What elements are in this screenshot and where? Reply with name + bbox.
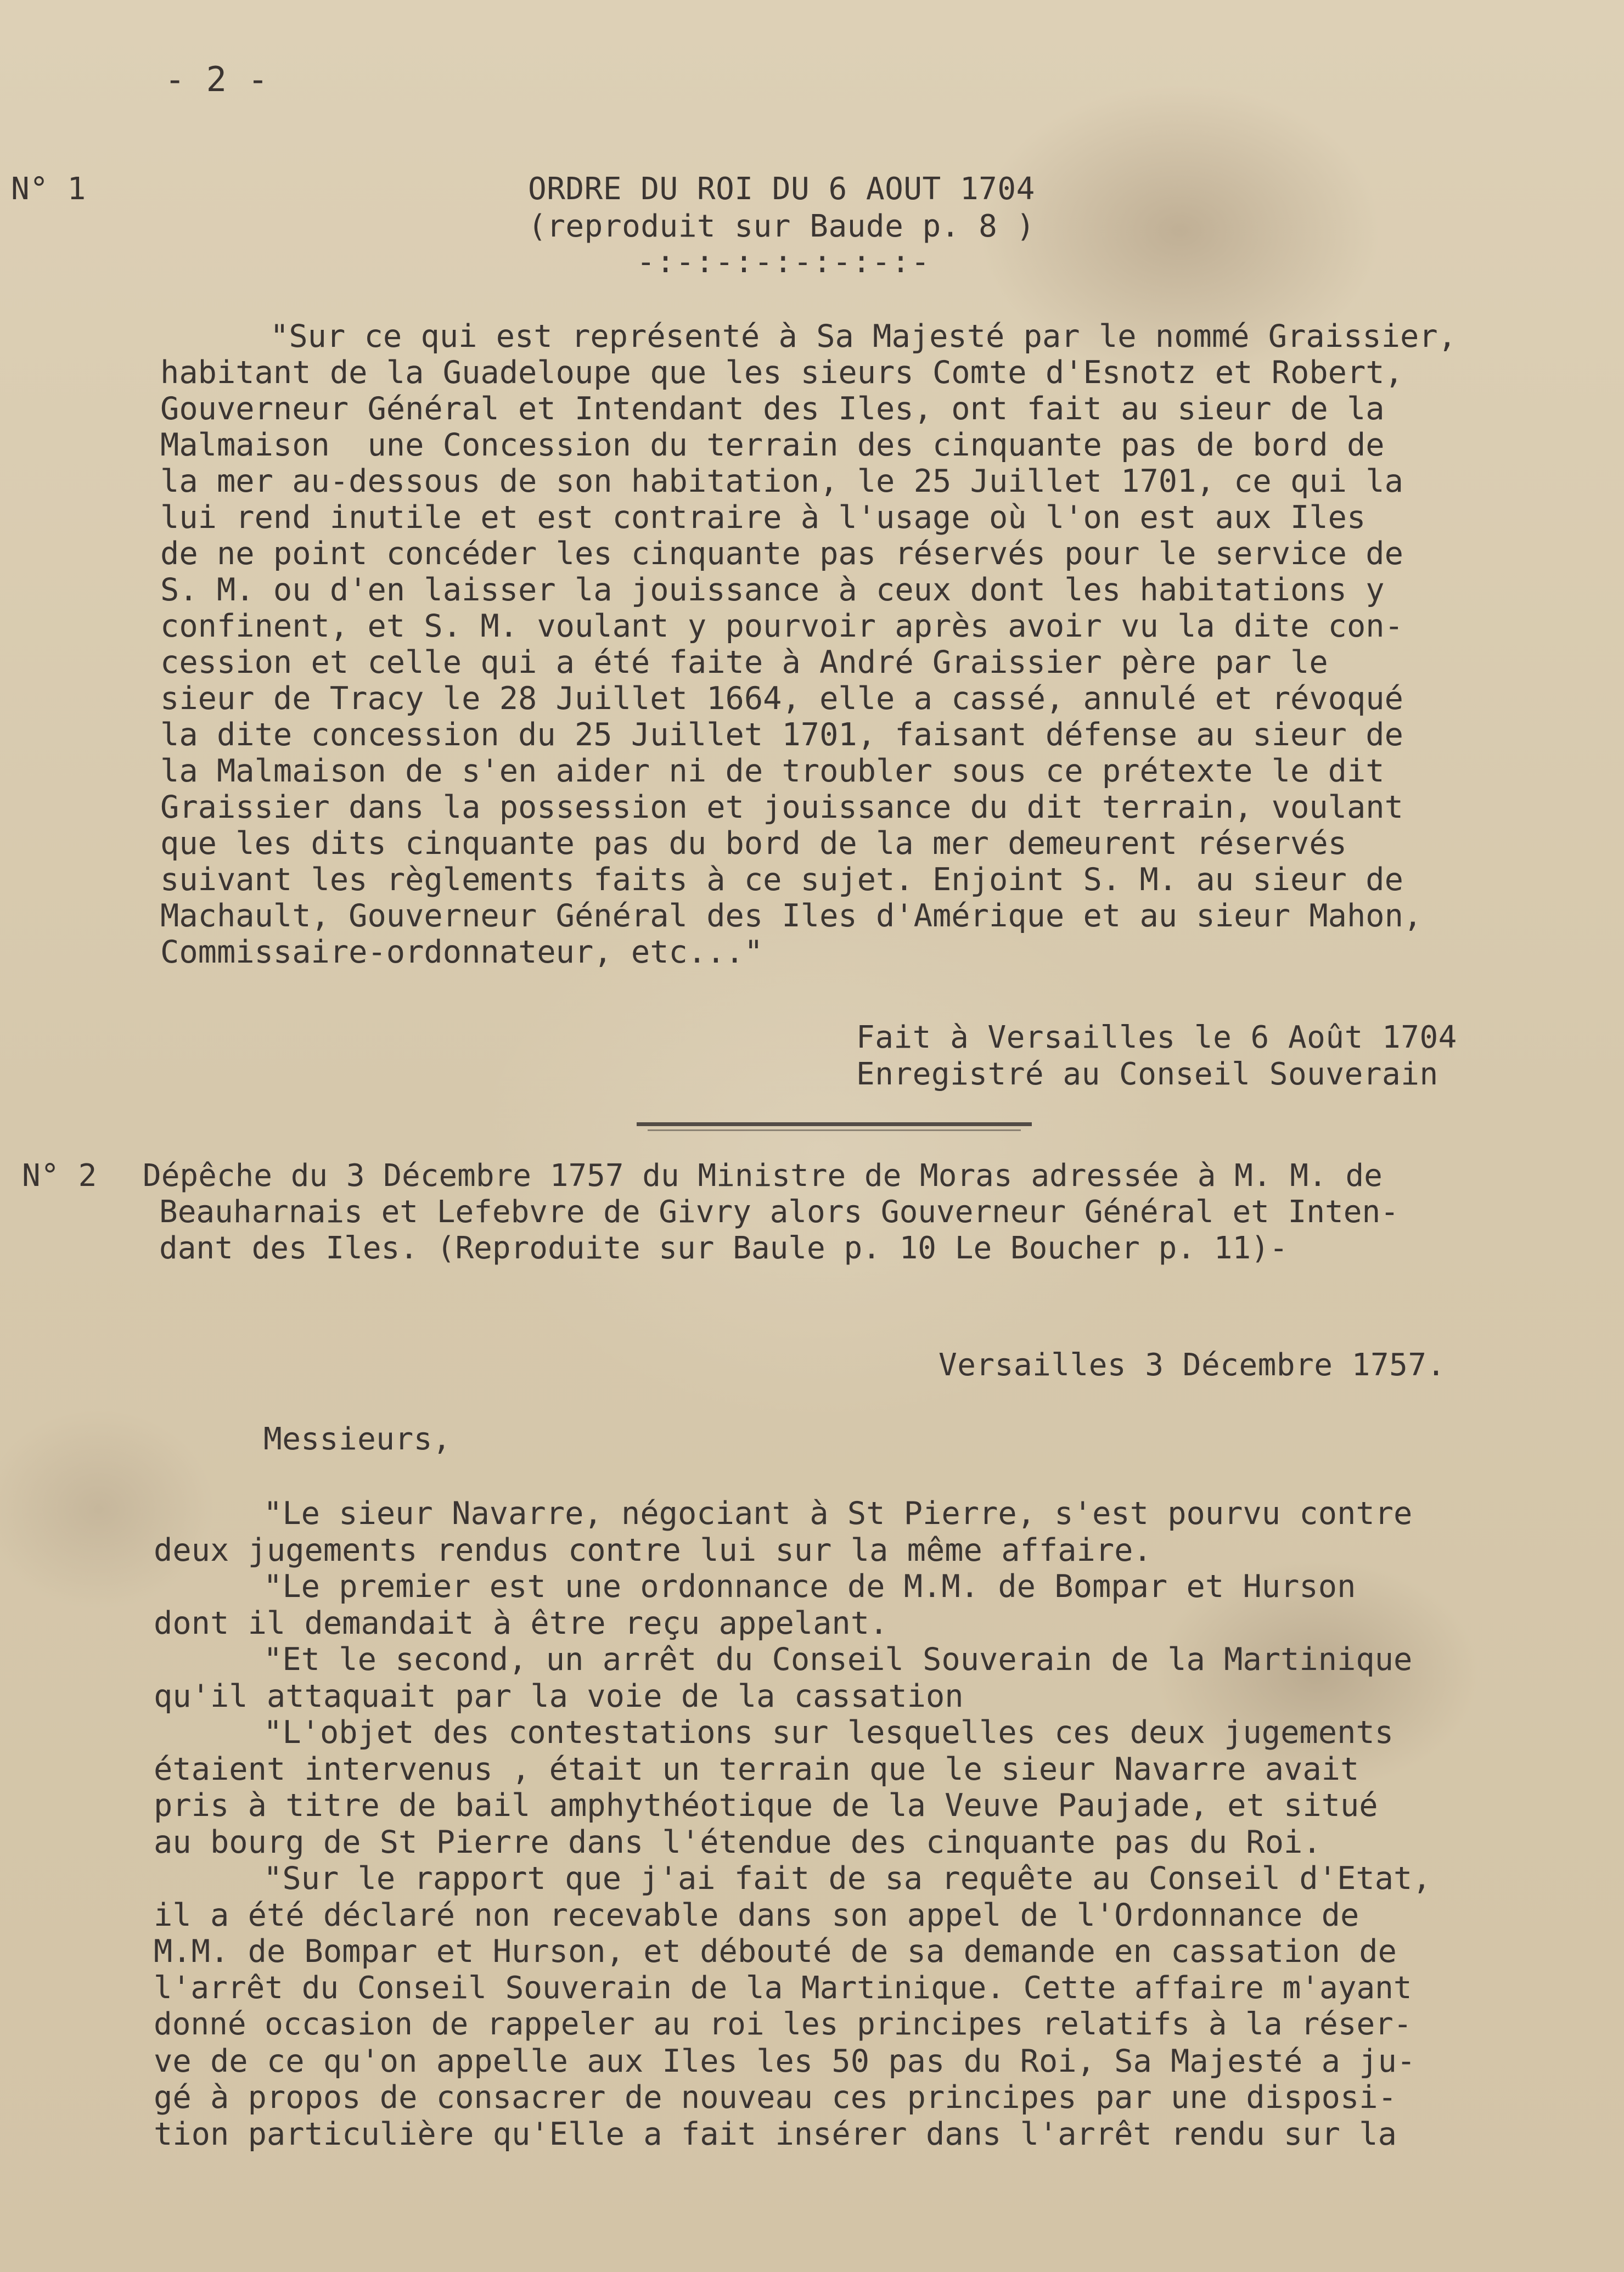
body-line: que les dits cinquante pas du bord de la mer demeurent réservés xyxy=(160,825,1347,862)
body-line: confinent, et S. M. voulant y pourvoir après avoir vu la dite con- xyxy=(160,608,1403,644)
body-line: la Malmaison de s'en aider ni de troubler sous ce prétexte le dit xyxy=(160,753,1385,789)
signature-place: Fait à Versailles le 6 Août 1704 xyxy=(856,1020,1457,1055)
body-line: il a été déclaré non recevable dans son appel de l'Ordonnance de xyxy=(154,1897,1359,1933)
body-line: "Sur ce qui est représenté à Sa Majesté par le nommé Graissier, xyxy=(270,318,1457,355)
body-line: suivant les règlements faits à ce sujet. Enjoint S. M. au sieur de xyxy=(160,862,1403,898)
section-2-number: N° 2 xyxy=(22,1158,97,1194)
body-line: cession et celle qui a été faite à André Graissier père par le xyxy=(160,644,1328,681)
body-line: Gouverneur Général et Intendant des Iles, ont fait au sieur de la xyxy=(160,391,1385,427)
section-2-heading xyxy=(143,1158,1399,1267)
body-line: lui rend inutile et est contraire à l'usage où l'on est aux Iles xyxy=(160,499,1366,536)
body-line: qu'il attaquait par la voie de la cassation xyxy=(154,1678,964,1714)
body-line: tion particulière qu'Elle a fait insérer dans l'arrêt rendu sur la xyxy=(154,2116,1397,2152)
body-line: l'arrêt du Conseil Souverain de la Martinique. Cette affaire m'ayant xyxy=(154,1970,1412,2006)
section-2-body xyxy=(154,1495,1431,2152)
body-line: habitant de la Guadeloupe que les sieurs Comte d'Esnotz et Robert, xyxy=(160,355,1403,391)
body-line: sieur de Tracy le 28 Juillet 1664, elle a cassé, annulé et révoqué xyxy=(160,681,1403,717)
salutation: Messieurs, xyxy=(263,1421,452,1457)
section-1-body xyxy=(160,318,1457,970)
body-line: gé à propos de consacrer de nouveau ces principes par une disposi- xyxy=(154,2079,1397,2116)
body-line: de ne point concéder les cinquante pas réservés pour le service de xyxy=(160,536,1403,572)
body-line: S. M. ou d'en laisser la jouissance à ceux dont les habitations y xyxy=(160,572,1385,608)
section-divider xyxy=(637,1122,1032,1126)
heading-line: dant des Iles. (Reproduite sur Baule p. 10 Le Boucher p. 11)- xyxy=(159,1230,1288,1266)
body-line: "L'objet des contestations sur lesquelles ces deux jugements xyxy=(263,1714,1394,1751)
section-1-title: ORDRE DU ROI DU 6 AOUT 1704 xyxy=(528,171,1035,207)
body-line: dont il demandait à être reçu appelant. xyxy=(154,1605,889,1641)
body-line: Graissier dans la possession et jouissance du dit terrain, voulant xyxy=(160,789,1403,825)
body-line: donné occasion de rappeler au roi les principes relatifs à la réser- xyxy=(154,2006,1412,2042)
body-line: "Le premier est une ordonnance de M.M. de Bompar et Hurson xyxy=(263,1568,1356,1605)
section-1-subtitle: (reproduit sur Baude p. 8 ) xyxy=(528,209,1035,244)
dateline: Versailles 3 Décembre 1757. xyxy=(939,1347,1446,1383)
body-line: Malmaison une Concession du terrain des cinquante pas de bord de xyxy=(160,427,1385,463)
body-line: "Sur le rapport que j'ai fait de sa requête au Conseil d'Etat, xyxy=(263,1860,1431,1897)
body-line: deux jugements rendus contre lui sur la même affaire. xyxy=(154,1532,1152,1568)
body-line: M.M. de Bompar et Hurson, et débouté de sa demande en cassation de xyxy=(154,1933,1397,1970)
heading-line: Dépêche du 3 Décembre 1757 du Ministre de Moras adressée à M. M. de xyxy=(143,1158,1383,1194)
body-line: Commissaire-ordonnateur, etc..." xyxy=(160,934,763,970)
body-line: pris à titre de bail amphythéotique de la Veuve Paujade, et situé xyxy=(154,1787,1378,1824)
section-1-ornament: -:-:-:-:-:-:-:- xyxy=(637,244,931,280)
page-number: - 2 - xyxy=(165,59,269,99)
signature-registered: Enregistré au Conseil Souverain xyxy=(856,1056,1438,1092)
body-line: Machault, Gouverneur Général des Iles d'Amérique et au sieur Mahon, xyxy=(160,898,1423,934)
body-line: la dite concession du 25 Juillet 1701, faisant défense au sieur de xyxy=(160,717,1403,753)
section-divider-thin xyxy=(648,1129,1021,1131)
body-line: "Et le second, un arrêt du Conseil Souverain de la Martinique xyxy=(263,1641,1413,1678)
heading-line: Beauharnais et Lefebvre de Givry alors Gouverneur Général et Inten- xyxy=(159,1194,1399,1230)
body-line: au bourg de St Pierre dans l'étendue des cinquante pas du Roi. xyxy=(154,1824,1322,1860)
section-1-number: N° 1 xyxy=(11,171,86,207)
body-line: ve de ce qu'on appelle aux Iles les 50 pas du Roi, Sa Majesté a ju- xyxy=(154,2043,1416,2079)
body-line: la mer au-dessous de son habitation, le 25 Juillet 1701, ce qui la xyxy=(160,463,1403,499)
body-line: "Le sieur Navarre, négociant à St Pierre, s'est pourvu contre xyxy=(263,1495,1413,1532)
body-line: étaient intervenus , était un terrain que le sieur Navarre avait xyxy=(154,1751,1359,1787)
